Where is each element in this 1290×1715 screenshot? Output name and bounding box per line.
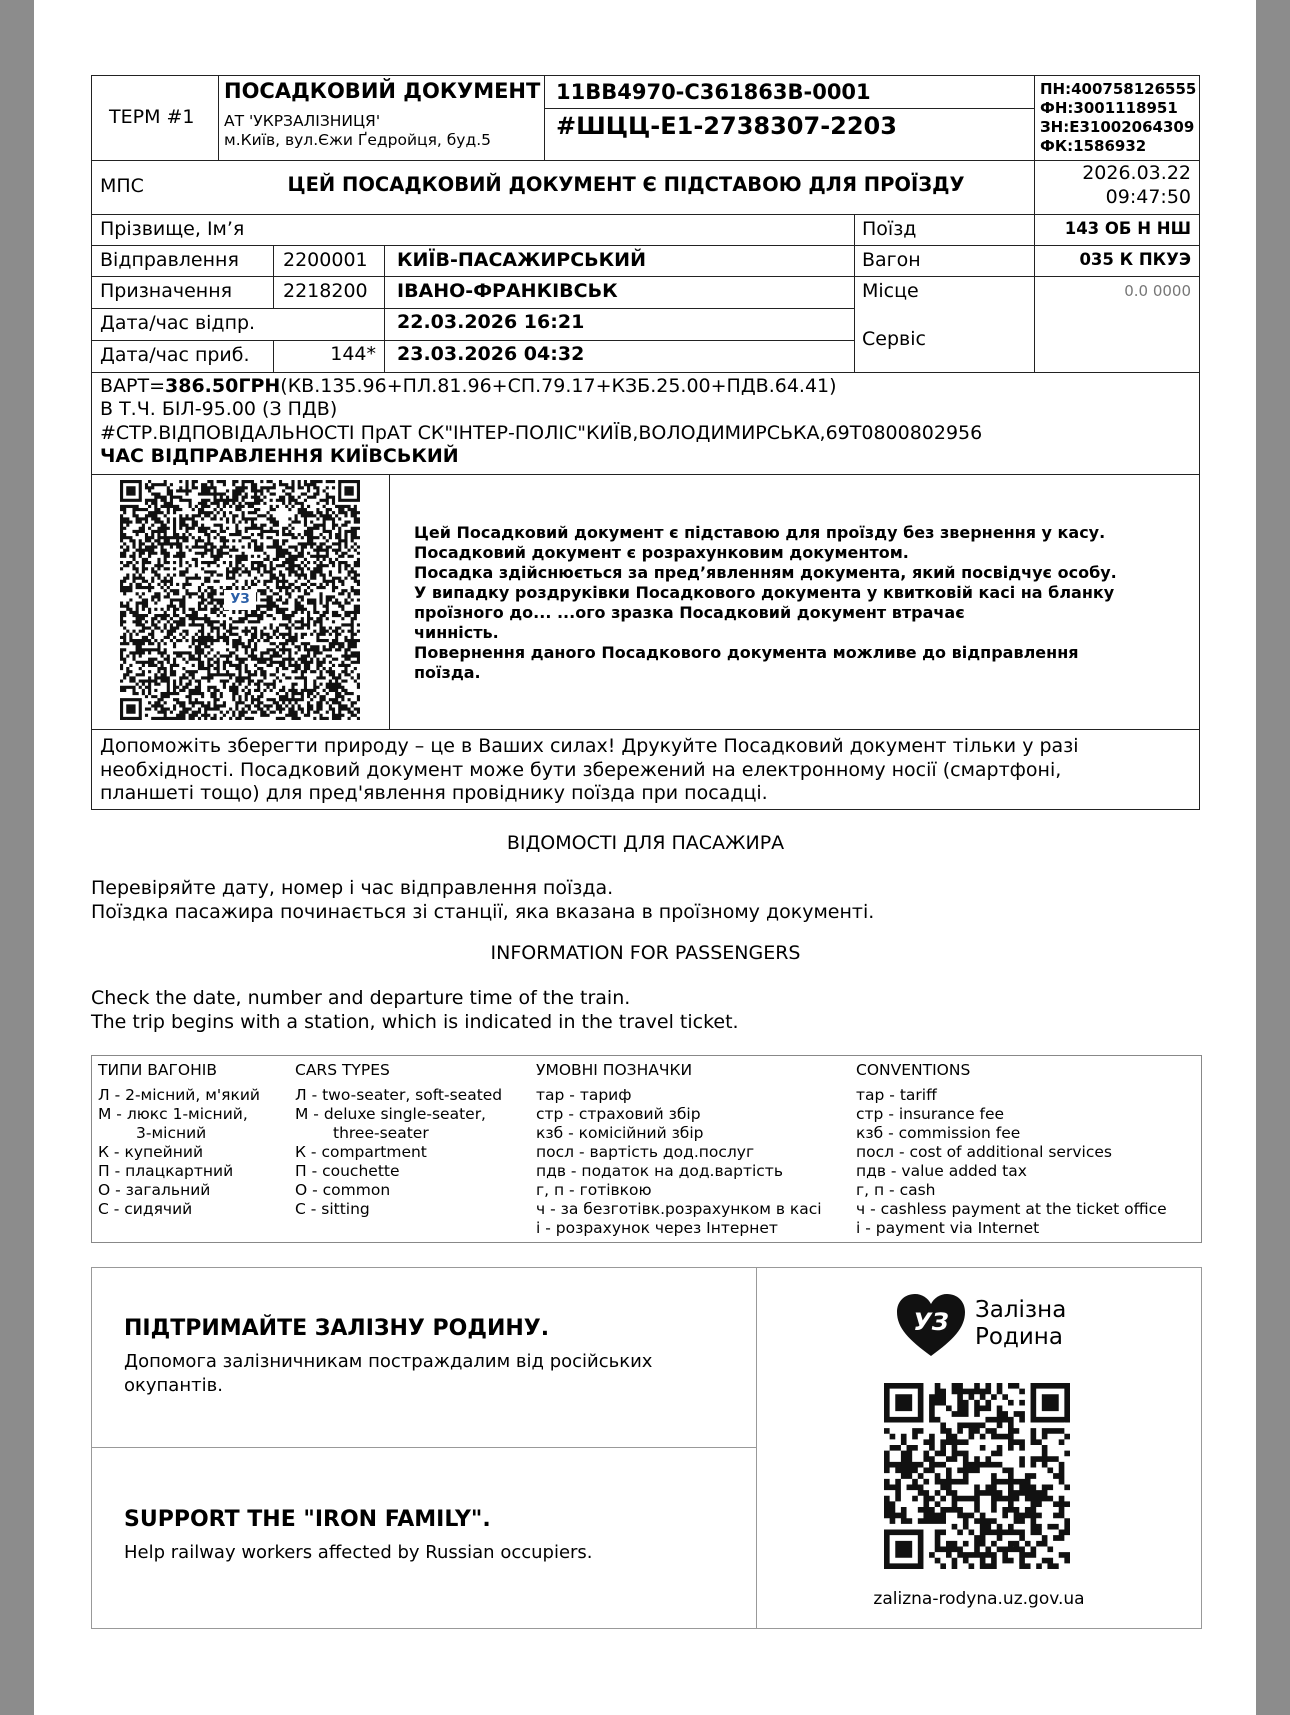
notice-line: Посадковий документ є розрахунковим документом. [414,543,909,562]
notice-line: Повернення даного Посадкового документа можливе до відправлення [414,643,1079,662]
passenger-name-label: Прізвище, Ім’я [100,218,245,240]
dep-time-value: 22.03.2026 16:21 [397,311,585,333]
info-en-text [91,986,739,1034]
info-en-title: INFORMATION FOR PASSENGERS [490,942,801,964]
doc-number: 11ВВ4970-С361863В-0001 [556,80,871,104]
eco-line: планшеті тощо) для пред'явлення провіднику поїзда при посадці. [100,782,768,804]
notice-line: Посадка здійснюється за пред’явленням документа, який посвідчує особу. [414,563,1117,582]
promo-qr-code [884,1383,1070,1569]
insurance-line: #СТР.ВІДПОВІДАЛЬНОСТІ ПрАТ СК"ІНТЕР-ПОЛІС"КИЇВ,ВОЛОДИМИРСЬКА,69Т0800802956 [100,422,983,444]
departure-station: КИЇВ-ПАСАЖИРСЬКИЙ [397,249,646,271]
legend-item: three-seater [333,1124,429,1142]
legend-item: г, п - готівкою [536,1181,652,1199]
car-value: 035 К ПКУЭ [1079,250,1191,269]
price-vat-line: В Т.Ч. БІЛ-95.00 (З ПДВ) [100,398,338,420]
promo-ua-line: Допомога залізничникам постраждалим від російських [124,1351,653,1372]
boarding-notice [414,523,1117,683]
brand-name [975,1297,1066,1351]
legend-item: ч - cashless payment at the ticket office [856,1200,1167,1218]
price-breakdown: (КВ.135.96+ПЛ.81.96+СП.79.17+КЗБ.25.00+ПДВ.64.41) [280,375,837,397]
doc-code: #ШЦЦ-Е1-2738307-2203 [556,112,897,140]
price-amount: 386.50ГРН [165,375,281,397]
legend-item: Л - 2-місний, м'який [98,1086,261,1104]
iron-family-heart-logo [895,1292,967,1358]
legend-item: і - payment via Internet [856,1219,1040,1237]
departure-code: 2200001 [283,249,368,271]
destination-code: 2218200 [283,280,368,302]
info-en-line: Check the date, number and departure time of the train. [91,987,631,1009]
legend-heading: CONVENTIONS [856,1061,971,1079]
info-ua-line: Перевіряйте дату, номер і час відправлення поїзда. [91,877,614,899]
fiscal-zn: ЗН:Е31002064309 [1040,118,1195,136]
departure-time-note: ЧАС ВІДПРАВЛЕННЯ КИЇВСЬКИЙ [100,445,459,467]
arr-time-label: Дата/час приб. [100,344,250,366]
legend-item: ч - за безготівк.розрахунком в касі [536,1200,822,1218]
legend-item: О - загальний [98,1181,211,1199]
promo-url: zalizna-rodyna.uz.gov.ua [873,1589,1085,1609]
logo-mark: УЗ [913,1308,949,1336]
promo-en-text: Help railway workers affected by Russian occupiers. [124,1542,593,1563]
notice-line: У випадку роздруківки Посадкового документа у квитковій касі на бланку [414,583,1115,602]
legend-item: тар - tariff [856,1086,937,1104]
info-ua-line: Поїздка пасажира починається зі станції, яка вказана в проїзному документі. [91,901,875,923]
legend-item: кзб - commission fee [856,1124,1021,1142]
legend-car-types-ua [98,1060,260,1219]
info-en-line: The trip begins with a station, which is indicated in the travel ticket. [91,1011,739,1033]
legend-item: посл - вартість дод.послуг [536,1143,755,1161]
legend-heading: CARS TYPES [295,1061,390,1079]
eco-line: Допоможіть зберегти природу – це в Ваших силах! Друкуйте Посадковий документ тільки у разі [100,735,1079,757]
legend-conventions-en [856,1060,1167,1238]
mps-label: МПС [100,175,144,197]
promo-ua-text [124,1350,652,1398]
info-ua-title: ВІДОМОСТІ ДЛЯ ПАСАЖИРА [506,832,785,854]
notice-line: поїзда. [414,663,481,682]
doc-title: ПОСАДКОВИЙ ДОКУМЕНТ [224,79,541,103]
legend-item: К - купейний [98,1143,204,1161]
seat-value: 0.0 0000 [1124,282,1191,300]
train-value: 143 ОБ Н НШ [1064,219,1191,238]
notice-line: чинність. [414,623,499,642]
legend-conventions-ua [536,1060,822,1238]
legend-box [91,1055,1202,1243]
promo-ua-line: окупантів. [124,1375,223,1396]
legend-item: К - compartment [295,1143,427,1161]
legend-item: г, п - cash [856,1181,936,1199]
legend-item: С - сидячий [98,1200,193,1218]
company-address: м.Київ, вул.Єжи Ґедройця, буд.5 [224,131,491,149]
price-prefix: ВАРТ= [100,375,166,397]
fiscal-fn: ФН:3001118951 [1040,99,1178,117]
legend-item: О - common [295,1181,391,1199]
destination-label: Призначення [100,280,233,302]
arr-time-value: 23.03.2026 04:32 [397,343,585,365]
price-line [100,376,837,398]
legend-item: С - sitting [295,1200,370,1218]
notice-line: проїзного до... ...ого зразка Посадковий документ втрачає [414,603,965,622]
promo-ua-title: ПІДТРИМАЙТЕ ЗАЛІЗНУ РОДИНУ. [124,1316,550,1341]
service-label: Сервіс [862,328,926,350]
info-ua-text [91,876,874,924]
destination-station: ІВАНО-ФРАНКІВСЬК [397,280,618,302]
legend-item: стр - страховий збір [536,1105,701,1123]
dep-time-label: Дата/час відпр. [100,312,256,334]
legend-heading: ТИПИ ВАГОНІВ [98,1061,217,1079]
legend-item: П - couchette [295,1162,400,1180]
ticket-qr-code [120,480,360,720]
validity-statement: ЦЕЙ ПОСАДКОВИЙ ДОКУМЕНТ Є ПІДСТАВОЮ ДЛЯ ПРОЇЗДУ [287,173,965,196]
legend-item: тар - тариф [536,1086,632,1104]
legend-item: 3-місний [136,1124,207,1142]
eco-line: необхідності. Посадковий документ може бути збережений на електронному носії (смартфоні, [100,758,1062,781]
legend-heading: УМОВНІ ПОЗНАЧКИ [536,1061,693,1079]
train-label: Поїзд [862,218,917,240]
departure-label: Відправлення [100,249,239,271]
terminal-label: ТЕРМ #1 [109,106,195,128]
brand-line: Родина [975,1324,1063,1350]
issue-date: 2026.03.22 [1082,162,1191,184]
seat-label: Місце [862,280,919,302]
legend-item: М - люкс 1-місний, [98,1105,248,1123]
legend-item: Л - two-seater, soft-seated [295,1086,503,1104]
eco-message [100,735,1079,806]
legend-item: кзб - комісійний збір [536,1124,704,1142]
car-label: Вагон [862,249,921,271]
fiscal-fk: ФК:1586932 [1040,137,1147,155]
issue-time: 09:47:50 [1105,186,1191,208]
company-name: АТ 'УКРЗАЛІЗНИЦЯ' [224,112,381,130]
legend-item: і - розрахунок через Інтернет [536,1219,778,1237]
legend-car-types-en [295,1060,502,1219]
fiscal-info [1040,80,1196,156]
arr-extra: 144* [330,343,376,365]
notice-line: Цей Посадковий документ є підставою для проїзду без звернення у касу. [414,523,1106,542]
legend-item: П - плацкартний [98,1162,234,1180]
legend-item: М - deluxe single-seater, [295,1105,486,1123]
fiscal-pn: ПН:400758126555 [1040,80,1197,98]
legend-item: пдв - податок на дод.вартість [536,1162,783,1180]
promo-en-title: SUPPORT THE "IRON FAMILY". [124,1507,491,1532]
ticket-page [34,0,1256,1715]
legend-item: посл - cost of additional services [856,1143,1112,1161]
legend-item: стр - insurance fee [856,1105,1005,1123]
legend-item: пдв - value added tax [856,1162,1027,1180]
brand-line: Залізна [975,1297,1067,1323]
qr-badge: УЗ [224,590,256,610]
